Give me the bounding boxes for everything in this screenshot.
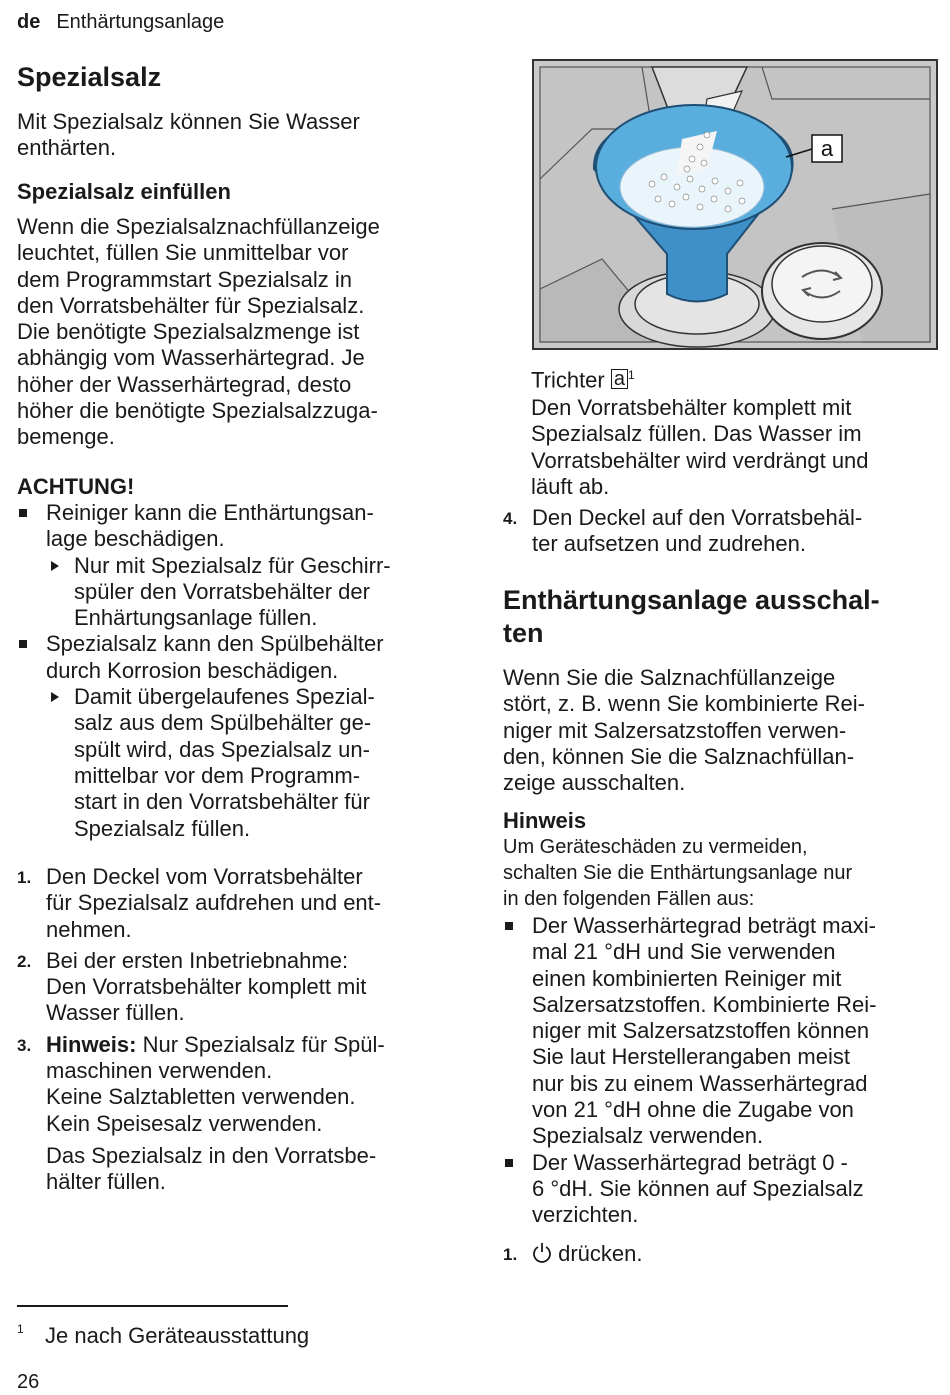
text-line: Nur mit Spezialsalz für Geschirr- (74, 552, 391, 578)
text-line: lage beschädigen. (46, 526, 225, 552)
text-line: Vorratsbehälter wird verdrängt und (531, 447, 869, 473)
text-line: für Spezialsalz aufdrehen und ent- (46, 890, 382, 916)
bullet-square-icon (505, 922, 513, 930)
text-line: salz aus dem Spülbehälter ge- (74, 710, 372, 736)
text-line: Kein Speisesalz verwenden. (46, 1110, 323, 1136)
text-line: läuft ab. (531, 473, 610, 499)
step-number: 3. (17, 1035, 32, 1055)
step-number: 4. (503, 509, 518, 528)
text-line (46, 1032, 457, 1058)
intro-text (17, 109, 457, 162)
warning-item (17, 631, 457, 684)
footnote-divider (17, 1305, 288, 1307)
text-line: start in den Vorratsbehälter für (74, 789, 370, 815)
text-line: einen kombinierten Reiniger mit (532, 965, 842, 991)
salt-funnel-illustration (532, 59, 938, 350)
step-item (17, 1032, 457, 1196)
text-line: Wasser füllen. (46, 1000, 185, 1026)
warning-action (17, 684, 457, 842)
step-number: 1. (17, 868, 32, 887)
step-number: 1. (503, 1245, 518, 1264)
text-line: Wenn die Spezialsalznachfüllanzeige (17, 214, 380, 239)
page-number: 26 (17, 1371, 40, 1393)
text-line: stört, z. B. wenn Sie kombinierte Rei- (503, 691, 865, 717)
warning-title: ACHTUNG! (17, 474, 135, 499)
text-line: Den Vorratsbehälter komplett mit (531, 395, 852, 420)
step-item (17, 864, 457, 943)
text-line: ter aufsetzen und zudrehen. (532, 531, 806, 557)
step-text: drücken. (558, 1241, 643, 1266)
funnel-caption (531, 362, 941, 394)
text-line: mittelbar vor dem Programm- (74, 762, 361, 788)
funnel-label: Trichter (531, 367, 605, 393)
text-line: niger mit Salzersatzstoffen können (532, 1018, 870, 1044)
warning-item (17, 500, 457, 553)
power-icon (532, 1242, 552, 1270)
text-line: abhängig vom Wasserhärtegrad. Je (17, 345, 365, 371)
text-line: Mit Spezialsalz können Sie Wasser (17, 109, 360, 134)
page-title: Spezialsalz (17, 62, 162, 92)
text-line: Den Vorratsbehälter komplett mit (46, 974, 367, 1000)
arrow-right-icon (51, 561, 59, 571)
text-line: Keine Salztabletten verwenden. (46, 1084, 356, 1110)
title-line: ten (503, 618, 544, 648)
bullet-square-icon (505, 1159, 513, 1167)
arrow-right-icon (51, 692, 59, 702)
step-item (503, 505, 943, 558)
text-fragment: Nur Spezialsalz für Spül- (136, 1031, 385, 1057)
step-4 (503, 505, 943, 558)
text-line: Spezialsalz füllen. (74, 815, 251, 841)
note-title: Hinweis (503, 808, 587, 833)
text-line: spüler den Vorratsbehälter der (74, 578, 370, 604)
step-item (503, 1241, 943, 1270)
text-line: in den folgenden Fällen aus: (503, 888, 755, 910)
step-1-power (503, 1241, 943, 1270)
text-line: mal 21 °dH und Sie verwenden (532, 939, 836, 965)
text-line: höher die benötigte Spezialsalzzuga- (17, 398, 378, 424)
text-line: enthärten. (17, 135, 117, 161)
bullet-square-icon (19, 640, 27, 648)
text-line: hälter füllen. (46, 1169, 166, 1195)
text-line: durch Korrosion beschädigen. (46, 657, 339, 683)
warning-action (17, 553, 457, 632)
text-line: Spezialsalz verwenden. (532, 1123, 764, 1149)
fill-instruction (531, 395, 941, 500)
text-line: Salzersatzstoffen. Kombinierte Rei- (532, 991, 877, 1017)
step-item (17, 948, 457, 1027)
text-line: Damit übergelaufenes Spezial- (74, 684, 375, 710)
funnel-drawing (532, 59, 938, 350)
section-title-switch-off (503, 584, 948, 650)
callout-label: a (820, 136, 834, 161)
page-header (17, 9, 224, 35)
fill-paragraph (17, 214, 457, 451)
note-label: Hinweis: (46, 1031, 137, 1057)
bullet-square-icon (19, 509, 27, 517)
text-line: Spezialsalz füllen. Das Wasser im (531, 421, 862, 447)
note-bullet-item (503, 913, 943, 1150)
text-line: Enhärtungsanlage füllen. (74, 605, 318, 631)
note-bullets (503, 913, 943, 1229)
text-line: nur bis zu einem Wasserhärtegrad (532, 1070, 868, 1096)
text-line: bemenge. (17, 424, 115, 450)
callout-ref-box: a (611, 369, 628, 389)
note-text (503, 834, 943, 912)
warning-list (17, 500, 457, 842)
footnote-ref: 1 (628, 368, 635, 382)
text-line: verzichten. (532, 1202, 639, 1228)
text-line: nehmen. (46, 916, 132, 942)
text-line: Um Geräteschäden zu vermeiden, (503, 836, 808, 858)
footnote-text: Je nach Geräteausstattung (45, 1323, 310, 1348)
text-line: Das Spezialsalz in den Vorratsbe- (46, 1142, 377, 1168)
text-line: Wenn Sie die Salznachfüllanzeige (503, 665, 836, 690)
text-line: spült wird, das Spezialsalz un- (74, 736, 370, 762)
text-line: Spezialsalz kann den Spülbehälter (46, 631, 384, 657)
text-line: Die benötigte Spezialsalzmenge ist (17, 319, 360, 345)
switch-off-paragraph (503, 665, 943, 796)
text-line: den Vorratsbehälter für Spezialsalz. (17, 292, 365, 318)
text-line: Sie laut Herstellerangaben meist (532, 1044, 850, 1070)
text-line: Der Wasserhärtegrad beträgt 0 - (532, 1149, 848, 1175)
footnote-mark: 1 (17, 1322, 24, 1336)
text-line: niger mit Salzersatzstoffen verwen- (503, 717, 847, 743)
section-name: Enthärtungsanlage (56, 11, 225, 33)
step-number: 2. (17, 951, 32, 971)
text-line: 6 °dH. Sie können auf Spezialsalz (532, 1175, 864, 1201)
text-line: Bei der ersten Inbetriebnahme: (46, 947, 349, 973)
text-line: schalten Sie die Enthärtungsanlage nur (503, 862, 853, 884)
text-line: dem Programmstart Spezialsalz in (17, 266, 353, 292)
text-line: Den Deckel auf den Vorratsbehäl- (532, 505, 863, 530)
subtitle-fill-salt: Spezialsalz einfüllen (17, 179, 231, 204)
text-line: höher der Wasserhärtegrad, desto (17, 371, 352, 397)
text-line: von 21 °dH ohne die Zugabe von (532, 1097, 854, 1123)
text-line: zeige ausschalten. (503, 770, 686, 796)
text-line: leuchtet, füllen Sie unmittelbar vor (17, 240, 349, 266)
text-line: Reiniger kann die Enthärtungsan- (46, 500, 374, 525)
text-line: Den Deckel vom Vorratsbehälter (46, 864, 363, 889)
title-line: Enthärtungsanlage ausschal- (503, 585, 880, 615)
text-line: den, können Sie die Salznachfüllan- (503, 743, 855, 769)
note-bullet-item (503, 1150, 943, 1229)
steps-list (17, 864, 457, 1196)
text-line: Der Wasserhärtegrad beträgt maxi- (532, 913, 876, 938)
text-line: maschinen verwenden. (46, 1058, 273, 1084)
language-code: de (17, 11, 41, 33)
